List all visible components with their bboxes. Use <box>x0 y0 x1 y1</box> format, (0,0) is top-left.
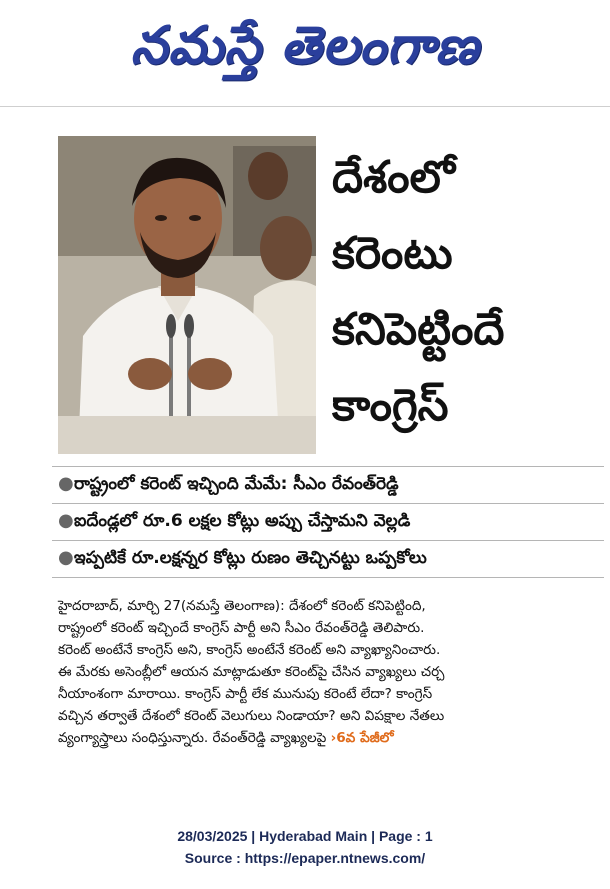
masthead-divider <box>0 106 610 107</box>
speaker-photo-illustration <box>58 136 316 454</box>
body-line <box>58 727 604 749</box>
newspaper-logo: నమస్తే తెలంగాణ <box>130 16 480 76</box>
bullet-icon: ● <box>58 547 74 568</box>
body-line: హైదరాబాద్, మార్చి 27(నమస్తే తెలంగాణ): దేశంలో కరెంట్ కనిపెట్టింది, <box>58 598 426 614</box>
body-line: ఈ మేరకు అసెంబ్లీలో ఆయన మాట్లాడుతూ కరెంట్‌పై చేసిన వ్యాఖ్యలు చర్చ <box>58 664 445 680</box>
body-line: వచ్చిన తర్వాతే దేశంలో కరెంట్ వెలుగులు నిండాయా? అని విపక్షాల నేతలు <box>58 708 445 724</box>
footer-date-line: 28/03/2025 | Hyderabad Main | Page : 1 <box>177 828 433 844</box>
body-line: నీయాంశంగా మారాయి. కాంగ్రెస్ పార్టీ లేక మునుపు కరెంటే లేదా? కాంగ్రెస్ <box>58 686 433 702</box>
footer-source-line[interactable]: Source : https://epaper.ntnews.com/ <box>184 850 426 866</box>
headline-line: కాంగ్రెస్ <box>332 380 449 431</box>
article-photo <box>58 136 316 454</box>
bullet-item <box>52 466 604 503</box>
bullet-icon: ● <box>58 473 74 494</box>
continued-on-page-link[interactable]: ›6వ పేజీలో <box>330 730 394 746</box>
masthead <box>0 0 610 100</box>
body-line-text: వ్యంగ్యాస్త్రాలు సంధిస్తున్నారు. రేవంత్‌రెడ్డి వ్యాఖ్యలపై <box>58 730 327 746</box>
headline-line: కనిపెట్టిందే <box>332 304 505 355</box>
bullet-item <box>52 503 604 540</box>
bullet-item <box>52 540 604 578</box>
article-body <box>58 595 604 749</box>
headline-line: దేశంలో <box>332 152 455 203</box>
headline <box>332 140 602 444</box>
bullet-text: ఐదేండ్లలో రూ.6 లక్షల కోట్లు అప్పు చేస్తామని వెల్లడి <box>74 511 411 531</box>
headline-line: కరెంటు <box>332 228 453 279</box>
bullet-icon: ● <box>58 510 74 531</box>
body-line: రాష్ట్రంలో కరెంట్ ఇచ్చిందే కాంగ్రెస్ పార్టీ అని సీఎం రేవంత్‌రెడ్డి తెలిపారు. <box>58 620 425 636</box>
bullet-text: రాష్ట్రంలో కరెంట్ ఇచ్చింది మేమే: సీఎం రేవంత్‌రెడ్డి <box>74 474 399 494</box>
body-line: కరెంట్ అంటేనే కాంగ్రెస్ అని, కాంగ్రెస్ అంటేనే కరెంట్ అని వ్యాఖ్యానించారు. <box>58 642 441 658</box>
bullet-text: ఇప్పటికే రూ.లక్షన్నర కోట్లు రుణం తెచ్చినట్టు ఒప్పకోలు <box>74 548 427 568</box>
bullet-list <box>52 466 604 578</box>
